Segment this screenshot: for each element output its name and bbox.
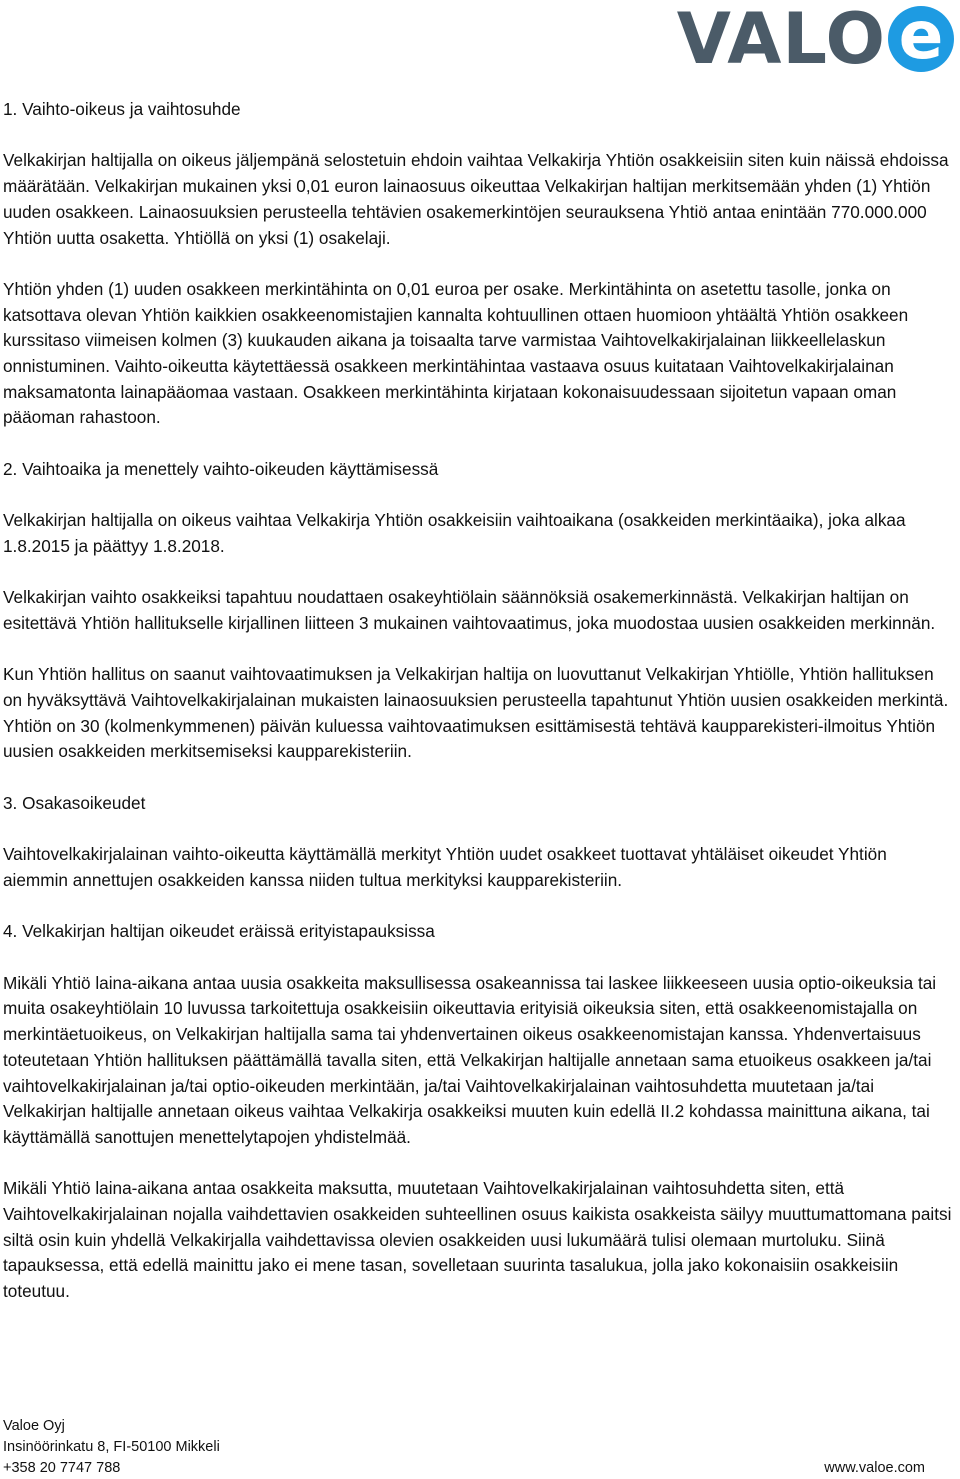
paragraph: Velkakirjan haltijalla on oikeus jäljempänä selostetuin ehdoin vaihtaa Velkakirja Yhtiön osakkeisiin siten kuin näissä ehdoissa määrätään. Velkakirjan mukainen yksi 0,01 euron lainaosuus oikeuttaa Velkakirjan haltijan merkitsemään yhden (1) Yhtiön uuden osakkeen. Lainaosuuksien perusteella tehtävien osakemerkintöjen seurauksena Yhtiö antaa enintään 770.000.000 Yhtiön uutta osaketta. Yhtiöllä on yksi (1) osakelaji. <box>3 150 949 248</box>
valoe-logo <box>676 0 954 80</box>
paragraph: Vaihtovelkakirjalainan vaihto-oikeutta käyttämällä merkityt Yhtiön uudet osakkeet tuottavat yhtäläiset oikeudet Yhtiön aiemmin annettujen osakkeiden kanssa niiden tultua merkityksi kaupparekisteriin. <box>3 844 887 890</box>
paragraph: Mikäli Yhtiö laina-aikana antaa osakkeita maksutta, muutetaan Vaihtovelkakirjalainan vaihtosuhdetta siten, että Vaihtovelkakirjalainan nojalla vaihdettavien osakkeiden suhteellinen osuus kaikista osakkeista säilyy muuttumattomana paitsi siltä osin kuin yhdellä Velkakirjalla vaihdettavissa olevien osakkeiden uusi lukumäärä tulisi olemaan murtoluku. Siinä tapauksessa, että edellä mainittu jako ei mene tasan, sovelletaan suurinta tasalukua, jolla jako kokonaisiin osakkeisiin toteutuu. <box>3 1178 952 1302</box>
footer-company: Valoe Oyj <box>3 1418 65 1434</box>
paragraph: Velkakirjan vaihto osakkeiksi tapahtuu noudattaen osakeyhtiölain säännöksiä osakemerkinnästä. Velkakirjan haltijan on esitettävä Yhtiön hallitukselle kirjallinen liitteen 3 mukainen vaihtovaatimus, joka muodostaa uusien osakkeiden merkinnän. <box>3 587 936 633</box>
footer-website-link[interactable]: www.valoe.com <box>824 1460 925 1476</box>
section-heading-2: 2. Vaihtoaika ja menettely vaihto-oikeuden käyttämisessä <box>3 458 439 479</box>
section-heading-4: 4. Velkakirjan haltijan oikeudet eräissä erityistapauksissa <box>3 921 435 942</box>
paragraph: Kun Yhtiön hallitus on saanut vaihtovaatimuksen ja Velkakirjan haltija on luovuttanut Velkakirjan Yhtiölle, Yhtiön hallituksen on hyväksyttävä Vaihtovelkakirjalainan mukaisten lainaosuuksien perusteella tapahtunut Yhtiön uusien osakkeiden merkintä. Yhtiön on 30 (kolmenkymmenen) päivän kuluessa vaihtovaatimuksen esittämisestä tehtävä kaupparekisteri-ilmoitus Yhtiön uusien osakkeiden merkitsemiseksi kaupparekisteriin. <box>3 664 949 762</box>
paragraph: Velkakirjan haltijalla on oikeus vaihtaa Velkakirja Yhtiön osakkeisiin vaihtoaikana (osakkeiden merkintäaika), joka alkaa 1.8.2015 ja päättyy 1.8.2018. <box>3 510 906 556</box>
footer-address: Insinöörinkatu 8, FI-50100 Mikkeli <box>3 1439 220 1455</box>
logo-wordmark: VALO <box>676 0 886 80</box>
paragraph: Yhtiön yhden (1) uuden osakkeen merkintähinta on 0,01 euroa per osake. Merkintähinta on asetettu tasolle, jonka on katsottava olevan Yhtiön kaikkien osakkeenomistajien kannalta kohtuullinen ottaen huomioon yhtäältä Yhtiön osakkeen kurssitaso viimeisen kolmen (3) kuukauden aikana ja toisaalta tarve varmistaa Vaihtovelkakirjalainan liikkeellelaskun onnistuminen. Vaihto-oikeutta käytettäessä osakkeen merkintähintaa vastaava osuus kuitataan Vaihtovelkakirjalainan maksamatonta lainapääomaa vastaan. Osakkeen merkintähinta kirjataan kokonaisuudessaan sijoitetun vapaan oman pääoman rahastoon. <box>3 278 909 428</box>
paragraph: Mikäli Yhtiö laina-aikana antaa uusia osakkeita maksullisessa osakeannissa tai laskee liikkeeseen uusia optio-oikeuksia tai muita osakeyhtiölain 10 luvussa tarkoitettuja osakkeisiin oikeuttavia erityisiä oikeuksia siten, että osakkeenomistajalla on merkintäetuoikeus, on Velkakirjan haltijalla sama tai yhdenvertainen oikeus osakkeenomistajan kanssa. Yhdenvertaisuus toteutetaan Yhtiön hallituksen päättämällä tavalla siten, että Velkakirjan haltijalle annetaan sama etuoikeus osakkeen ja/tai vaihtovelkakirjalainan ja/tai optio-oikeuden merkintään, ja/tai Vaihtovelkakirjalainan vaihtosuhdetta muutetaan ja/tai Velkakirjan haltijalle annetaan oikeus vaihtaa Velkakirja osakkeiksi muuten kuin edellä II.2 kohdassa mainittuna aikana, tai käyttämällä sanottujen menettelytapojen yhdistelmää. <box>3 972 937 1147</box>
section-heading-3: 3. Osakasoikeudet <box>3 792 146 813</box>
section-heading-1: 1. Vaihto-oikeus ja vaihtosuhde <box>3 99 241 119</box>
page-footer <box>3 1416 925 1479</box>
logo-e-mark: e <box>888 6 954 72</box>
document-body <box>3 97 953 1331</box>
footer-phone: +358 20 7747 788 <box>3 1460 121 1476</box>
